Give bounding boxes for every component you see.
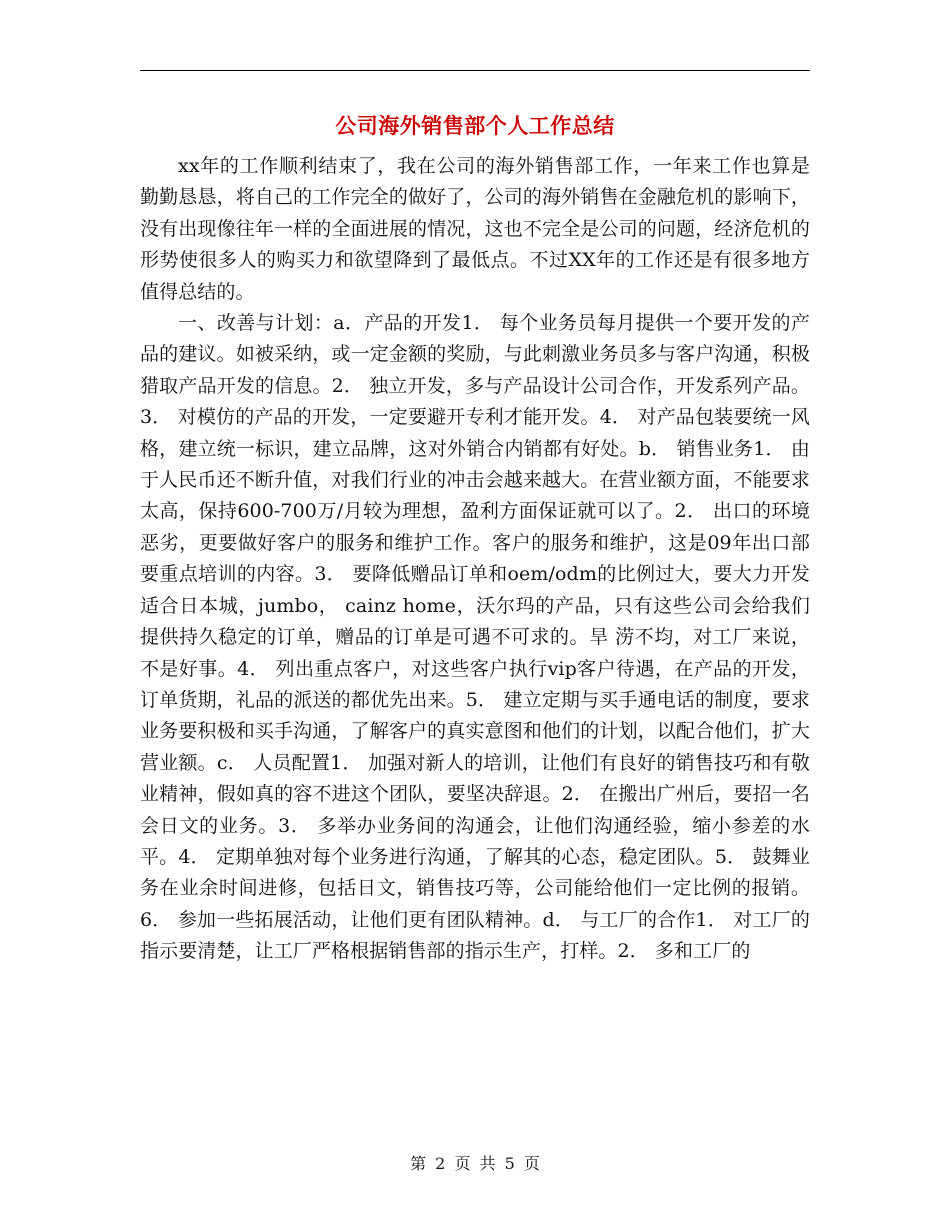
paragraph-plan: 一、改善与计划：a．产品的开发1． 每个业务员每月提供一个要开发的产品的建议。如被采纳，或一定金额的奖励，与此刺激业务员多与客户沟通，积极猎取产品开发的信息。2． 独立开发，多与产品设计公司合作，开发系列产品。3． 对模仿的产品的开发，一定要避开专利才能开发。4． 对产品包装要统一风格，建立统一标识，建立品牌，这对外销合内销都有好处。b． 销售业务1． 由于人民币还不断升值，对我们行业的冲击会越来越大。在营业额方面，不能要求太高，保持600-700万/月较为理想，盈利方面保证就可以了。2． 出口的环境恶劣，更要做好客户的服务和维护工作。客户的服务和维护，这是09年出口部要重点培训的内容。3． 要降低赠品订单和oem/odm的比例过大，要大力开发适合日本城，jumbo， cainz home，沃尔玛的产品，只有这些公司会给我们提供持久稳定的订单，赠品的订单是可遇不可求的。旱 涝不均，对工厂来说，不是好事。4． 列出重点客户，对这些客户执行vip客户待遇，在产品的开发，订单货期，礼品的派送的都优先出来。5． 建立定期与买手通电话的制度，要求业务要积极和买手沟通，了解客户的真实意图和他们的计划，以配合他们，扩大营业额。c． 人员配置1． 加强对新人的培训，让他们有良好的销售技巧和有敬业精神，假如真的容不进这个团队，要坚决辞退。2． 在搬出广州后，要招一名会日文的业务。3． 多举办业务间的沟通会，让他们沟通经验，缩小参差的水平。4． 定期单独对每个业务进行沟通，了解其的心态，稳定团队。5． 鼓舞业务在业余时间进修，包括日文，销售技巧等，公司能给他们一定比例的报销。6． 参加一些拓展活动，让他们更有团队精神。d． 与工厂的合作1． 对工厂的指示要清楚，让工厂严格根据销售部的指示生产，打样。2． 多和工厂的 — [140, 312, 810, 963]
page-footer: 第 2 页 共 5 页 — [410, 1154, 540, 1173]
paragraph-intro: xx年的工作顺利结束了，我在公司的海外销售部工作，一年来工作也算是勤勤恳恳，将自己的工作完全的做好了，公司的海外销售在金融危机的影响下，没有出现像往年一样的全面进展的情况，这也不完全是公司的问题，经济危机的形势使很多人的购买力和欲望降到了最低点。不过XX年的工作还是有很多地方值得总结的。 — [140, 155, 810, 303]
header-rule — [140, 70, 810, 71]
document-body — [140, 151, 810, 968]
document-title: 公司海外销售部个人工作总结 — [335, 114, 615, 138]
